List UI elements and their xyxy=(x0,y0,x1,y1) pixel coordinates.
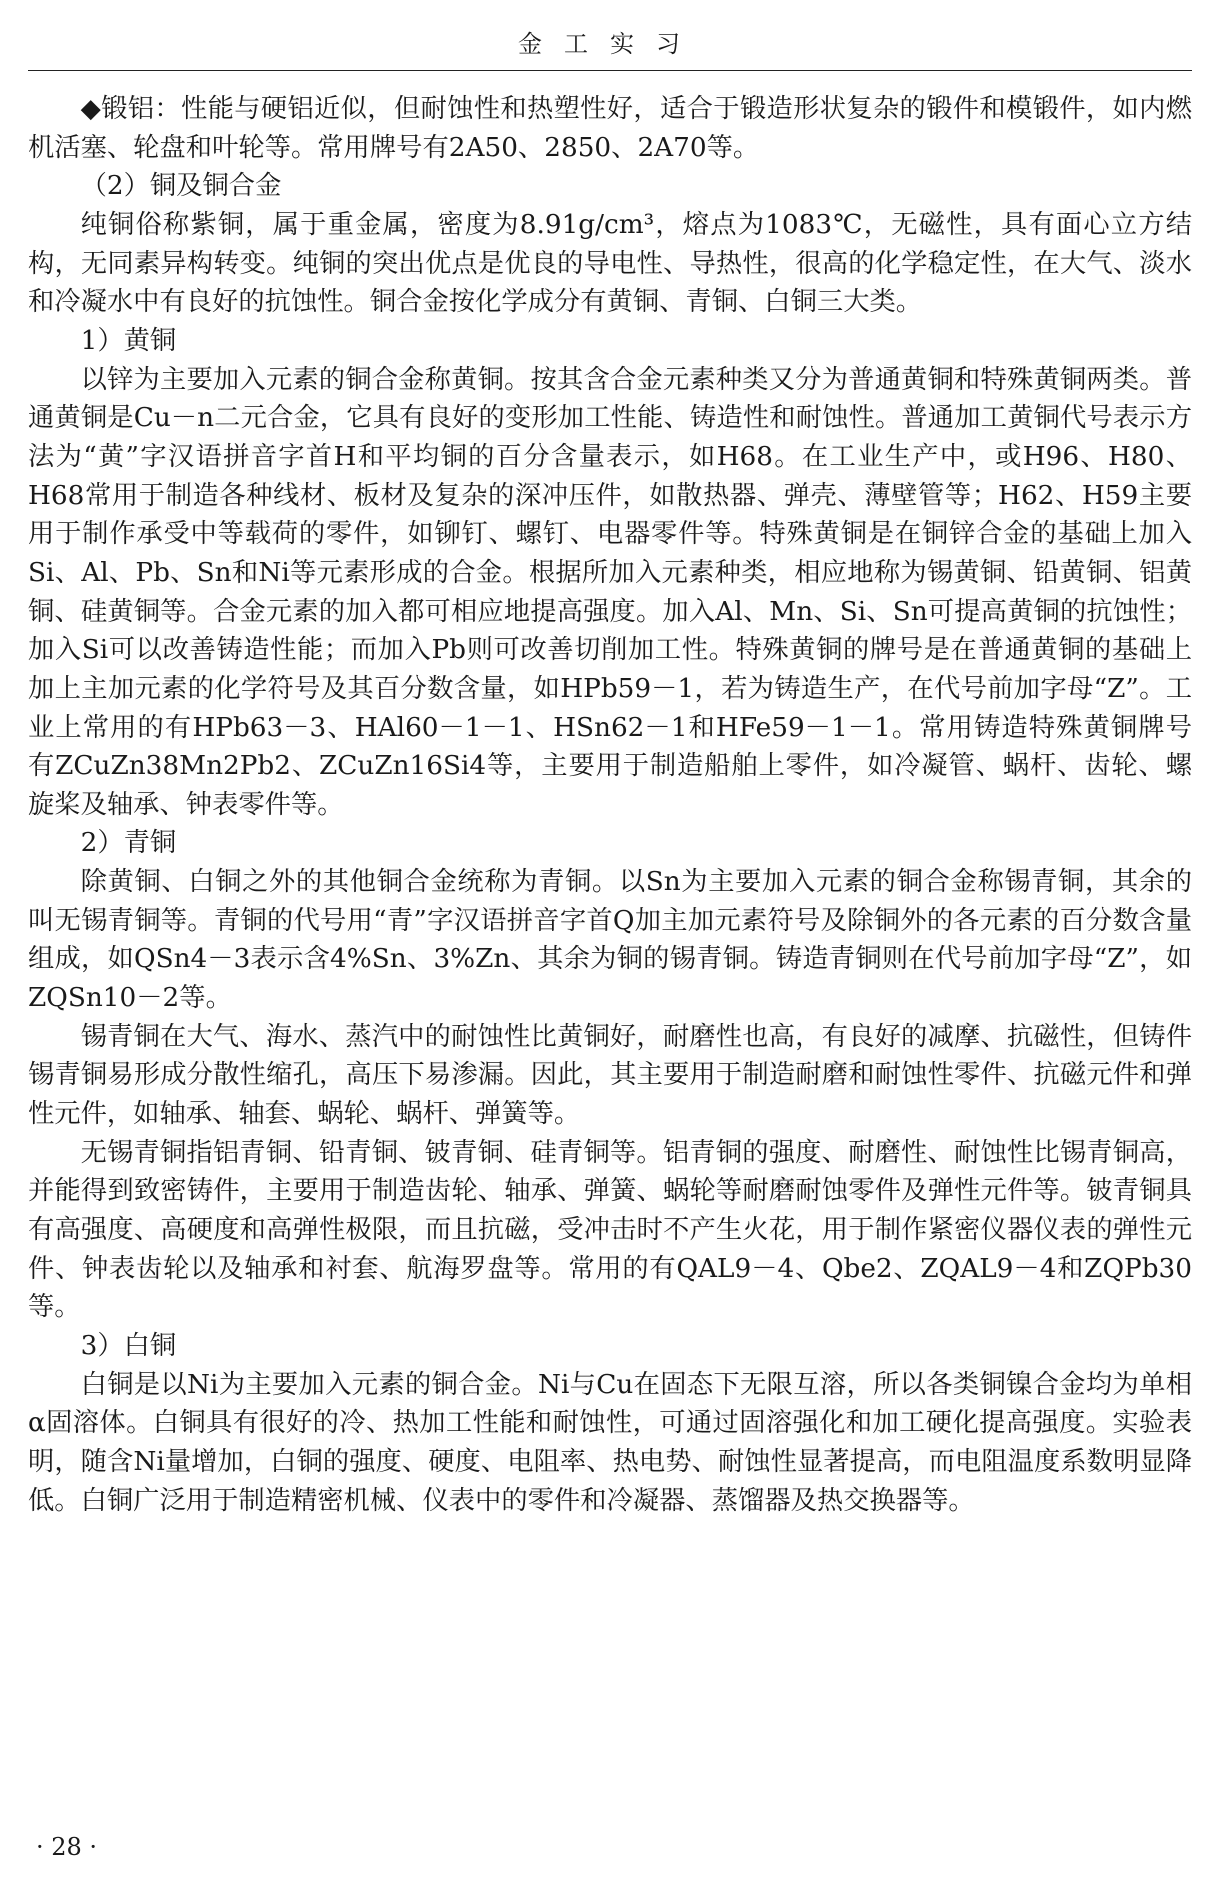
paragraph-pure-copper: 纯铜俗称紫铜，属于重金属，密度为8.91g/cm³，熔点为1083℃，无磁性，具有面心立方结构，无同素异构转变。纯铜的突出优点是优良的导电性、导热性，很高的化学稳定性，在大气、淡水和冷凝水中有良好的抗蚀性。铜合金按化学成分有黄铜、青铜、白铜三大类。 xyxy=(28,209,1192,318)
paragraph-tin-free-bronze: 无锡青铜指铝青铜、铅青铜、铍青铜、硅青铜等。铝青铜的强度、耐磨性、耐蚀性比锡青铜高，并能得到致密铸件，主要用于制造齿轮、轴承、弹簧、蜗轮等耐磨耐蚀零件及弹性元件等。铍青铜具有高强度、高硬度和高弹性极限，而且抗磁，受冲击时不产生火花，用于制作紧密仪器仪表的弹性元件、钟表齿轮以及轴承和衬套、航海罗盘等。常用的有QAL9－4、Qbe2、ZQAL9－4和ZQPb30等。 xyxy=(28,1137,1192,1323)
section-heading-copper: （2）铜及铜合金 xyxy=(80,171,282,202)
paragraph-tin-bronze: 锡青铜在大气、海水、蒸汽中的耐蚀性比黄铜好，耐磨性也高，有良好的减摩、抗磁性，但铸件锡青铜易形成分散性缩孔，高压下易渗漏。因此，其主要用于制造耐磨和耐蚀性零件、抗磁元件和弹性元件，如轴承、轴套、蜗轮、蜗杆、弹簧等。 xyxy=(28,1021,1192,1130)
subheading-cupronickel: 3）白铜 xyxy=(80,1331,177,1361)
paragraph-bronze: 除黄铜、白铜之外的其他铜合金统称为青铜。以Sn为主要加入元素的铜合金称锡青铜，其余的叫无锡青铜等。青铜的代号用“青”字汉语拼音字首Q加主加元素符号及除铜外的各元素的百分数含量组成，如QSn4－3表示含4%Sn、3%Zn、其余为铜的锡青铜。铸造青铜则在代号前加字母“Z”，如ZQSn10－2等。 xyxy=(28,867,1192,1014)
paragraph-cupronickel: 白铜是以Ni为主要加入元素的铜合金。Ni与Cu在固态下无限互溶，所以各类铜镍合金均为单相α固溶体。白铜具有很好的冷、热加工性能和耐蚀性，可通过固溶强化和加工硬化提高强度。实验表明，随含Ni量增加，白铜的强度、硬度、电阻率、热电势、耐蚀性显著提高，而电阻温度系数明显降低。白铜广泛用于制造精密机械、仪表中的零件和冷凝器、蒸馏器及热交换器等。 xyxy=(28,1369,1192,1516)
body-text xyxy=(28,90,1192,1520)
subheading-brass: 1）黄铜 xyxy=(80,325,177,356)
paragraph-brass: 以锌为主要加入元素的铜合金称黄铜。按其含合金元素种类又分为普通黄铜和特殊黄铜两类。普通黄铜是Cu－n二元合金，它具有良好的变形加工性能、铸造性和耐蚀性。普通加工黄铜代号表示方法为“黄”字汉语拼音字首H和平均铜的百分含量表示，如H68。在工业生产中，或H96、H80、H68常用于制造各种线材、板材及复杂的深冲压件，如散热器、弹壳、薄壁管等；H62、H59主要用于制作承受中等载荷的零件，如铆钉、螺钉、电器零件等。特殊黄铜是在铜锌合金的基础上加入Si、Al、Pb、Sn和Ni等元素形成的合金。根据所加入元素种类，相应地称为锡黄铜、铅黄铜、铝黄铜、硅黄铜等。合金元素的加入都可相应地提高强度。加入Al、Mn、Si、Sn可提高黄铜的抗蚀性；加入Si可以改善铸造性能；而加入Pb则可改善切削加工性。特殊黄铜的牌号是在普通黄铜的基础上加上主加元素的化学符号及其百分数含量，如HPb59－1，若为铸造生产，在代号前加字母“Z”。工业上常用的有HPb63－3、HAl60－1－1、HSn62－1和HFe59－1－1。常用铸造特殊黄铜牌号有ZCuZn38Mn2Pb2、ZCuZn16Si4等，主要用于制造船舶上零件，如冷凝管、蜗杆、齿轮、螺旋桨及轴承、钟表零件等。 xyxy=(28,364,1192,820)
paragraph-forged-aluminum: ◆锻铝：性能与硬铝近似，但耐蚀性和热塑性好，适合于锻造形状复杂的锻件和模锻件，如内燃机活塞、轮盘和叶轮等。常用牌号有2A50、2850、2A70等。 xyxy=(28,94,1192,163)
header-rule xyxy=(28,70,1192,71)
subheading-bronze: 2）青铜 xyxy=(80,828,177,859)
running-header: 金工实习 xyxy=(518,30,702,58)
page-number: · 28 · xyxy=(36,1833,98,1861)
